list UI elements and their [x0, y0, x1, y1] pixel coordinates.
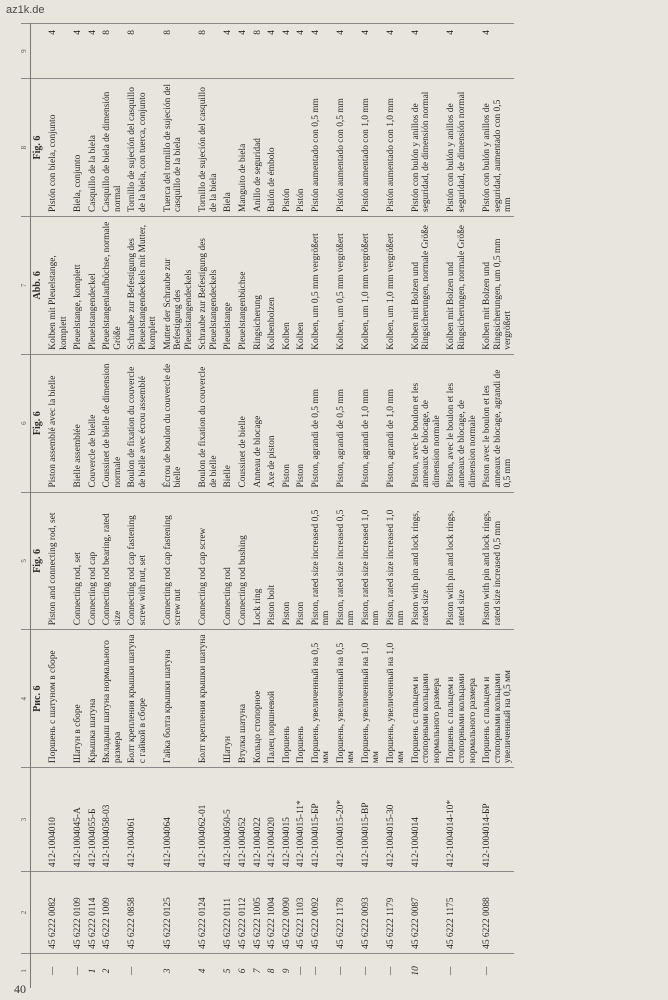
description-english: Piston and connecting rod, set	[44, 492, 69, 630]
quantity: 8	[123, 24, 159, 79]
description-spanish: Pistón	[292, 79, 307, 217]
description-french: Piston assemblé avec la bielle	[44, 354, 69, 492]
header-spanish: Fig. 6	[31, 79, 45, 217]
catalogue-number: 45 6222 0088	[478, 872, 514, 954]
description-german: Kolben, um 0,5 mm vergrößert	[332, 216, 357, 354]
catalogue-number: 45 6222 1178	[332, 872, 357, 954]
part-number: 412-1004015	[278, 768, 293, 872]
item-number: 8	[263, 953, 278, 988]
description-spanish: Pistón	[278, 79, 293, 217]
part-number: 412-1004015-20*	[332, 768, 357, 872]
table-row	[219, 24, 234, 989]
description-german: Ringsicherung	[249, 216, 264, 354]
description-german: Kolben, um 1,0 mm vergrößert	[357, 216, 382, 354]
col-number-5: 5	[21, 492, 31, 630]
description-spanish: Tornillo de sujeción del casquillo de la biela, con tuerca, conjunto	[123, 79, 159, 217]
description-english: Piston, rated size increased 0,5 mm	[332, 492, 357, 630]
quantity: 8	[159, 24, 195, 79]
item-number: 1	[84, 953, 99, 988]
description-french: Piston, avec le boulon et les anneaux de blocage, de dimension normale	[442, 354, 478, 492]
header-russian: Рис. 6	[31, 630, 45, 768]
description-russian: Палец поршневой	[263, 630, 278, 768]
description-english: Connecting rod, set	[69, 492, 84, 630]
table-row	[263, 24, 278, 989]
item-number: —	[442, 953, 478, 988]
quantity: 4	[307, 24, 332, 79]
description-french: Piston, agrandi de 0,5 mm	[307, 354, 332, 492]
item-number: 2	[98, 953, 123, 988]
description-spanish: Tuerca del tornillo de sujeción del casquillo de la biela	[159, 79, 195, 217]
catalogue-number: 45 6222 0111	[219, 872, 234, 954]
item-number: —	[123, 953, 159, 988]
catalogue-number: 45 6222 1103	[292, 872, 307, 954]
table-row	[249, 24, 264, 989]
item-number: —	[44, 953, 69, 988]
quantity: 4	[278, 24, 293, 79]
description-french: Coussinet de bielle de dimension normale	[98, 354, 123, 492]
description-russian: Крышка шатуна	[84, 630, 99, 768]
item-number: —	[69, 953, 84, 988]
part-number: 412-1004062-01	[194, 768, 219, 872]
col-number-8: 8	[21, 79, 31, 217]
part-number: 412-1004015-11*	[292, 768, 307, 872]
catalogue-number: 45 6222 0124	[194, 872, 219, 954]
catalogue-number: 45 6222 1179	[382, 872, 407, 954]
description-spanish: Pistón con biela, conjunto	[44, 79, 69, 217]
parts-rows	[44, 24, 514, 989]
quantity: 4	[407, 24, 443, 79]
description-french: Piston	[278, 354, 293, 492]
description-spanish: Tornillo de sujeción del casquillo de la biela	[194, 79, 219, 217]
catalogue-number: 45 6222 0112	[234, 872, 249, 954]
part-number: 412-1004015-ВР	[357, 768, 382, 872]
description-spanish: Biela, conjunto	[69, 79, 84, 217]
description-english: Connecting rod cap fastening screw with nut, set	[123, 492, 159, 630]
description-russian: Поршень, увеличенный на 1,0 мм	[357, 630, 382, 768]
catalogue-number: 45 6222 0092	[307, 872, 332, 954]
table-row	[278, 24, 293, 989]
catalogue-number: 45 6222 0090	[278, 872, 293, 954]
part-number: 412-1004064	[159, 768, 195, 872]
quantity: 4	[478, 24, 514, 79]
description-german: Kolbenbolzen	[263, 216, 278, 354]
description-spanish: Casquillo de la biela	[84, 79, 99, 217]
table-row	[407, 24, 443, 989]
description-russian: Шатун в сборе	[69, 630, 84, 768]
description-german: Kolben mit Bolzen und Ringsicherungen, um 0,5 mm vergrößert	[478, 216, 514, 354]
description-russian: Кольцо стопорное	[249, 630, 264, 768]
quantity: 8	[98, 24, 123, 79]
description-french: Piston avec le boulon et les anneaux de blocage, agrandi de 0,5 mm	[478, 354, 514, 492]
quantity: 8	[194, 24, 219, 79]
table-row	[69, 24, 84, 989]
item-number: —	[357, 953, 382, 988]
part-number: 412-1004020	[263, 768, 278, 872]
description-english: Connecting rod cap screw	[194, 492, 219, 630]
item-number: 5	[219, 953, 234, 988]
description-german: Pleuelstangenlaufbüchse, normale Größe	[98, 216, 123, 354]
description-french: Piston, agrandi de 1,0 mm	[382, 354, 407, 492]
description-german: Pleuelstange, komplett	[69, 216, 84, 354]
rotated-parts-table	[21, 23, 668, 988]
item-number: —	[332, 953, 357, 988]
catalogue-number: 45 6222 0114	[84, 872, 99, 954]
item-number: 10	[407, 953, 443, 988]
quantity: 4	[382, 24, 407, 79]
quantity: 4	[332, 24, 357, 79]
description-english: Connecting rod bearing, rated size	[98, 492, 123, 630]
item-number: 7	[249, 953, 264, 988]
col-number-3: 3	[21, 768, 31, 872]
item-number: —	[382, 953, 407, 988]
item-number: —	[478, 953, 514, 988]
description-german: Pleuelstangendeckel	[84, 216, 99, 354]
catalogue-number: 45 6222 0093	[357, 872, 382, 954]
description-russian: Поршень, увеличенный на 0,5 мм	[307, 630, 332, 768]
item-number: 4	[194, 953, 219, 988]
table-row	[307, 24, 332, 989]
table-row	[98, 24, 123, 989]
catalogue-number: 45 6222 0082	[44, 872, 69, 954]
part-number: 412-1004010	[44, 768, 69, 872]
item-number: 9	[278, 953, 293, 988]
description-french: Couvercle de bielle	[84, 354, 99, 492]
description-russian: Шатун	[219, 630, 234, 768]
part-number: 412-1004014-10*	[442, 768, 478, 872]
item-number: 3	[159, 953, 195, 988]
catalogue-number: 45 6222 0109	[69, 872, 84, 954]
catalogue-number: 45 6222 1175	[442, 872, 478, 954]
table-row	[194, 24, 219, 989]
part-number: 412-1004022	[249, 768, 264, 872]
header-german: Abb. 6	[31, 216, 45, 354]
description-spanish: Manguito de biela	[234, 79, 249, 217]
quantity: 8	[249, 24, 264, 79]
description-english: Connecting rod cap fastening screw nut	[159, 492, 195, 630]
description-french: Boulon de fixation du couvercle de bielle	[194, 354, 219, 492]
part-number: 412-1004055-Б	[84, 768, 99, 872]
table-row	[332, 24, 357, 989]
quantity: 4	[263, 24, 278, 79]
description-spanish: Pistón con bulón y anillos de seguridad, de dimensión normal	[407, 79, 443, 217]
table-row	[84, 24, 99, 989]
col-number-1: 1	[21, 953, 31, 988]
description-russian: Поршень с пальцем и стопорными кольцами нормального размера	[407, 630, 443, 768]
description-spanish: Casquillo de biela de dimensión normal	[98, 79, 123, 217]
description-french: Piston, agrandi de 0,5 mm	[332, 354, 357, 492]
quantity: 4	[442, 24, 478, 79]
description-french: Bielle assemblée	[69, 354, 84, 492]
parts-table	[21, 23, 514, 988]
description-french: Boulon de fixation du couvercle de bielle avec écrou assemblé	[123, 354, 159, 492]
description-german: Kolben	[278, 216, 293, 354]
description-spanish: Pistón con bulón y anillos de seguridad, aumentado con 0,5 mm	[478, 79, 514, 217]
part-number: 412-1004045-A	[69, 768, 84, 872]
page-number: 40	[14, 982, 26, 996]
description-german: Schraube zur Befestigung des Pleuelstangendeckels mit Mutter, komplett	[123, 216, 159, 354]
description-russian: Болт крепления крышки шатуна	[194, 630, 219, 768]
item-number: —	[292, 953, 307, 988]
description-french: Piston, agrandi de 1,0 mm	[357, 354, 382, 492]
description-french: Anneau de blocage	[249, 354, 264, 492]
part-number: 412-1004014-БР	[478, 768, 514, 872]
col-number-7: 7	[21, 216, 31, 354]
quantity: 4	[44, 24, 69, 79]
column-number-row	[21, 24, 31, 989]
description-spanish: Bulón de émbolo	[263, 79, 278, 217]
quantity: 4	[219, 24, 234, 79]
description-german: Kolben mit Bolzen und Ringsicherungen, normale Größe	[442, 216, 478, 354]
col-number-9: 9	[21, 24, 31, 79]
description-english: Piston with pin and lock rings, rated size	[442, 492, 478, 630]
part-number: 412-1004052	[234, 768, 249, 872]
description-french: Bielle	[219, 354, 234, 492]
part-number: 412-1004058-03	[98, 768, 123, 872]
quantity: 4	[234, 24, 249, 79]
table-row	[292, 24, 307, 989]
description-german: Pleuelstangenbüchse	[234, 216, 249, 354]
description-spanish: Pistón aumentado con 0,5 mm	[307, 79, 332, 217]
col-number-2: 2	[21, 872, 31, 954]
catalogue-number: 45 6222 0858	[123, 872, 159, 954]
description-english: Connecting rod bushing	[234, 492, 249, 630]
description-german: Kolben, um 1,0 mm vergrößert	[382, 216, 407, 354]
description-german: Mutter der Schraube zur Befestigung des Pleuelstangendeckels	[159, 216, 195, 354]
description-german: Kolben	[292, 216, 307, 354]
quantity: 4	[357, 24, 382, 79]
item-number: —	[307, 953, 332, 988]
description-french: Piston, avec le boulon et les anneaux de blocage, de dimension normale	[407, 354, 443, 492]
catalogue-number: 45 6222 0087	[407, 872, 443, 954]
description-english: Connecting rod	[219, 492, 234, 630]
description-english: Piston, rated size increased 0,5 mm	[307, 492, 332, 630]
table-row	[44, 24, 69, 989]
description-english: Lock ring	[249, 492, 264, 630]
description-french: Coussinet de bielle	[234, 354, 249, 492]
part-number: 412-1004015-30	[382, 768, 407, 872]
description-german: Kolben mit Pleuelstange, komplett	[44, 216, 69, 354]
description-english: Piston	[292, 492, 307, 630]
part-number: 412-1004050-5	[219, 768, 234, 872]
description-russian: Поршень, увеличенный на 0,5 мм	[332, 630, 357, 768]
header-english: Fig. 6	[31, 492, 45, 630]
description-russian: Поршень с пальцем и стопорными кольцами нормального размера	[442, 630, 478, 768]
description-english: Piston, rated size increased 1,0 mm	[357, 492, 382, 630]
quantity: 4	[84, 24, 99, 79]
table-row	[234, 24, 249, 989]
table-row	[357, 24, 382, 989]
description-russian: Втулка шатуна	[234, 630, 249, 768]
description-english: Piston bolt	[263, 492, 278, 630]
catalogue-number: 45 6222 1005	[249, 872, 264, 954]
description-german: Pleuelstange	[219, 216, 234, 354]
description-english: Piston with pin and lock rings, rated size	[407, 492, 443, 630]
table-row	[442, 24, 478, 989]
part-number: 412-1004061	[123, 768, 159, 872]
quantity: 4	[69, 24, 84, 79]
description-russian: Поршень	[278, 630, 293, 768]
catalogue-number: 45 6222 1009	[98, 872, 123, 954]
part-number: 412-1004015-БР	[307, 768, 332, 872]
site-watermark: az1k.de	[6, 4, 45, 16]
description-spanish: Pistón con bulón y anillos de seguridad, de dimensión normal	[442, 79, 478, 217]
col-number-4: 4	[21, 630, 31, 768]
catalogue-number: 45 6222 0125	[159, 872, 195, 954]
description-english: Piston with pin and lock rings, rated size increased 0,5 mm	[478, 492, 514, 630]
description-english: Piston	[278, 492, 293, 630]
description-german: Kolben, um 0,5 mm vergrößert	[307, 216, 332, 354]
quantity: 4	[292, 24, 307, 79]
description-russian: Поршень, увеличенный на 1,0 мм	[382, 630, 407, 768]
description-german: Schraube zur Befestigung des Pleuelstangendeckels	[194, 216, 219, 354]
description-german: Kolben mit Bolzen und Ringsicherungen, normale Größe	[407, 216, 443, 354]
catalogue-number: 45 6222 1004	[263, 872, 278, 954]
description-spanish: Pistón aumentado con 1,0 mm	[357, 79, 382, 217]
part-number: 412-1004014	[407, 768, 443, 872]
item-number: 6	[234, 953, 249, 988]
description-spanish: Anillo de seguridad	[249, 79, 264, 217]
header-french: Fig. 6	[31, 354, 45, 492]
description-french: Axe de piston	[263, 354, 278, 492]
description-spanish: Biela	[219, 79, 234, 217]
description-russian: Гайка болта крышки шатуна	[159, 630, 195, 768]
description-russian: Поршень	[292, 630, 307, 768]
col-number-6: 6	[21, 354, 31, 492]
table-row	[123, 24, 159, 989]
figure-header-row	[31, 24, 45, 989]
description-english: Piston, rated size increased 1,0 mm	[382, 492, 407, 630]
table-row	[478, 24, 514, 989]
description-russian: Вкладыш шатуна нормального размера	[98, 630, 123, 768]
description-french: Écrou de boulon du couvercle de bielle	[159, 354, 195, 492]
table-row	[159, 24, 195, 989]
description-spanish: Pistón aumentado con 0,5 mm	[332, 79, 357, 217]
description-spanish: Pistón aumentado con 1,0 mm	[382, 79, 407, 217]
description-russian: Поршень с пальцем и стопорными кольцами увеличенный на 0,5 мм	[478, 630, 514, 768]
description-russian: Поршень с шатуном в сборе	[44, 630, 69, 768]
description-french: Piston	[292, 354, 307, 492]
description-russian: Болт крепления крышки шатуна с гайкой в сборе	[123, 630, 159, 768]
description-english: Connecting rod cap	[84, 492, 99, 630]
table-row	[382, 24, 407, 989]
